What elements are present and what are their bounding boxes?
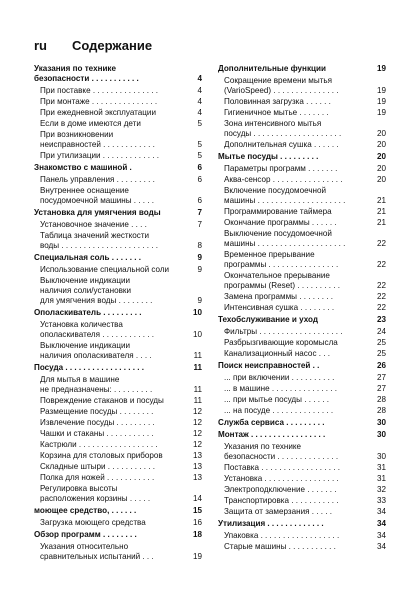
page-header [34,38,152,58]
toc-section[interactable] [218,64,386,74]
toc-entry[interactable] [218,542,386,552]
toc-entry-title: Выключение индикации наличия ополаскивателя . . . . [40,341,152,360]
toc-page-number: 19 [376,86,386,95]
toc-entry[interactable] [34,484,202,504]
toc-entry-title: Повреждение стаканов и посуды [40,396,164,405]
page-title: Содержание [72,38,153,53]
toc-entry[interactable] [34,440,202,450]
toc-entry[interactable] [218,496,386,506]
toc-page-number: 20 [376,140,386,149]
toc-section[interactable] [218,361,386,371]
toc-page-number: 12 [192,418,202,427]
toc-entry-title: Служба сервиса . . . . . . . . . [218,418,325,427]
toc-entry-title: Если в доме имеются дети [40,119,141,128]
toc-entry[interactable] [34,220,202,230]
toc-section[interactable] [218,315,386,325]
toc-entry[interactable] [218,250,386,270]
toc-entry-title: Обзор программ . . . . . . . . [34,530,137,539]
toc-entry-title: Кастрюли . . . . . . . . . . . . . . . . . . [40,440,158,449]
toc-page-number: 31 [376,474,386,483]
toc-page-number: 22 [376,260,386,269]
toc-entry[interactable] [34,186,202,206]
toc-section[interactable] [34,530,202,540]
toc-entry-title: Указания относительно сравнительных испытаний . . . [40,542,154,561]
toc-entry-title: Защита от замерзания . . . . . [224,507,332,516]
toc-entry-title: Поиск неисправностей . . [218,361,320,370]
toc-entry-title: Посуда . . . . . . . . . . . . . . . . . . [34,363,145,372]
toc-page-number: 13 [192,462,202,471]
toc-page-number: 13 [192,451,202,460]
toc-entry[interactable] [34,396,202,406]
toc-entry[interactable] [34,265,202,275]
toc-entry-title: Использование специальной соли [40,265,170,274]
toc-column-left [34,62,202,562]
toc-section[interactable] [218,519,386,529]
toc-section[interactable] [34,208,202,218]
toc-entry-title: ... в машине . . . . . . . . . . . . . . . [224,384,338,393]
toc-entry-title: Полка для ножей . . . . . . . . . . . [40,473,155,482]
toc-entry[interactable] [218,164,386,174]
toc-entry-title: Установка количества ополаскивателя . . . . . . . . . . . . [40,320,154,339]
toc-page-number: 9 [197,296,202,305]
toc-entry-title: Упаковка . . . . . . . . . . . . . . . . . . [224,531,340,540]
toc-entry-title: Параметры программ . . . . . . . [224,164,338,173]
toc-page-number: 24 [376,327,386,336]
toc-entry-title: Установочное значение . . . . [40,220,147,229]
toc-page-number: 34 [376,542,386,551]
toc-entry-title: Таблица значений жесткости воды . . . . . . . . . . . . . . . . . . . . . . [40,231,159,250]
toc-entry-title: Программирование таймера [224,207,332,216]
toc-page-number: 14 [192,494,202,503]
toc-page-number: 4 [197,108,202,117]
toc-page-number: 20 [376,164,386,173]
toc-entry-title: Монтаж . . . . . . . . . . . . . . . . . [218,430,326,439]
toc-entry-title: Ополаскиватель . . . . . . . . . [34,308,142,317]
toc-page-number: 13 [192,473,202,482]
toc-entry[interactable] [218,384,386,394]
toc-entry[interactable] [218,406,386,416]
toc-entry[interactable] [34,429,202,439]
toc-entry-title: Установка . . . . . . . . . . . . . . . . . [224,474,339,483]
toc-entry[interactable] [34,462,202,472]
toc-page-number: 27 [376,384,386,393]
toc-entry[interactable] [218,175,386,185]
toc-entry-title: Старые машины . . . . . . . . . . . [224,542,336,551]
toc-section[interactable] [218,418,386,428]
toc-page-number: 12 [192,407,202,416]
toc-entry-title: Загрузка моющего средства [40,518,146,527]
toc-page-number: 23 [376,315,386,324]
toc-entry[interactable] [34,375,202,395]
toc-section[interactable] [34,253,202,263]
toc-entry[interactable] [34,151,202,161]
toc-entry-title: Выключение индикации наличия соли/установки для умягчения воды . . . . . . . . [40,276,153,305]
toc-entry-title: Регулировка высоты расположения корзины . . . . . [40,484,151,503]
toc-page-number: 6 [197,175,202,184]
toc-entry[interactable] [34,86,202,96]
toc-entry[interactable] [34,108,202,118]
toc-page-number: 8 [197,241,202,250]
toc-entry[interactable] [34,119,202,129]
toc-page-number: 4 [197,86,202,95]
toc-entry[interactable] [218,76,386,96]
toc-entry[interactable] [218,207,386,217]
toc-entry-title: Указания по технике безопасности . . . . . . . . . . . [34,64,139,83]
toc-page-number: 26 [376,361,386,370]
toc-entry[interactable] [218,186,386,206]
toc-entry-title: Знакомство с машиной . [34,163,132,172]
toc-section[interactable] [34,506,202,516]
toc-section[interactable] [218,152,386,162]
toc-entry[interactable] [218,119,386,139]
toc-page-number: 19 [376,64,386,73]
toc-entry-title: Фильтры . . . . . . . . . . . . . . . . . . . [224,327,343,336]
toc-entry-title: Складные штыри . . . . . . . . . . . [40,462,155,471]
toc-entry[interactable] [34,473,202,483]
toc-page-number: 28 [376,406,386,415]
toc-page-number: 21 [376,207,386,216]
toc-entry[interactable] [34,97,202,107]
toc-page-number: 19 [192,552,202,561]
toc-entry-title: Чашки и стаканы . . . . . . . . . . . [40,429,154,438]
toc-page-number: 10 [192,330,202,339]
toc-page-number: 25 [376,338,386,347]
toc-entry-title: Окончательное прерывание программы (Reset) . . . . . . . . . . [224,271,341,290]
toc-entry-title: Утилизация . . . . . . . . . . . . . [218,519,324,528]
toc-entry[interactable] [34,418,202,428]
toc-entry[interactable] [34,341,202,361]
toc-entry-title: Замена программы . . . . . . . . [224,292,333,301]
toc-page-number: 11 [193,396,202,405]
toc-page-number: 6 [197,163,202,172]
toc-entry[interactable] [218,485,386,495]
toc-entry-title: ... при мытье посуды . . . . . . [224,395,329,404]
toc-section[interactable] [34,64,202,84]
toc-entry[interactable] [218,271,386,291]
toc-entry-title: Временное прерывание программы . . . . . . . . . . . . . . . . [224,250,339,269]
toc-entry-title: Зона интенсивного мытья посуды . . . . . . . . . . . . . . . . . . . . [224,119,342,138]
toc-entry[interactable] [218,463,386,473]
toc-entry-title: Указания по технике безопасности . . . . . . . . . . . . . . [224,442,339,461]
toc-entry-title: Дополнительные функции [218,64,326,73]
toc-page-number: 9 [197,265,202,274]
toc-page-number: 10 [192,308,202,317]
toc-entry-title: ... при включении . . . . . . . . . . [224,373,335,382]
toc-entry[interactable] [218,349,386,359]
toc-entry[interactable] [218,140,386,150]
toc-entry[interactable] [218,292,386,302]
toc-entry[interactable] [34,542,202,562]
toc-entry-title: Мытье посуды . . . . . . . . . [218,152,319,161]
toc-page-number: 11 [193,385,202,394]
toc-entry-title: Транспортировка . . . . . . . . . . . [224,496,339,505]
toc-entry-title: ... на посуде . . . . . . . . . . . . . . [224,406,334,415]
toc-entry-title: Разбрызгивающие коромысла [224,338,338,347]
toc-entry-title: Поставка . . . . . . . . . . . . . . . . . . [224,463,340,472]
toc-page-number: 22 [376,239,386,248]
toc-page-number: 12 [192,429,202,438]
toc-entry-title: Специальная соль . . . . . . . [34,253,142,262]
toc-entry-title: моющее средство, . . . . . . [34,506,137,515]
toc-page-number: 7 [197,208,202,217]
toc-entry[interactable] [34,276,202,306]
toc-entry-title: Канализационный насос . . . [224,349,330,358]
toc-entry[interactable] [34,175,202,185]
toc-page-number: 5 [197,119,202,128]
toc-page-number: 21 [376,196,386,205]
toc-entry[interactable] [34,407,202,417]
toc-entry[interactable] [218,303,386,313]
toc-page-number: 34 [376,519,386,528]
toc-entry-title: Выключение посудомоечной машины . . . . . . . . . . . . . . . . . . . . [224,229,346,248]
toc-page-number: 34 [376,531,386,540]
toc-entry-title: Аква-сенсор . . . . . . . . . . . . . . . . [224,175,343,184]
toc-page-number: 31 [376,463,386,472]
toc-entry[interactable] [218,327,386,337]
toc-entry-title: Гигиеничное мытье . . . . . . . [224,108,329,117]
toc-entry-title: Интенсивная сушка . . . . . . . . [224,303,335,312]
toc-entry-title: При монтаже . . . . . . . . . . . . . . . [40,97,158,106]
toc-page-number: 15 [192,506,202,515]
toc-entry-title: Половинная загрузка . . . . . . [224,97,331,106]
toc-entry-title: Дополнительная сушка . . . . . . [224,140,339,149]
toc-page-number: 4 [197,74,202,83]
toc-entry-title: Сокращение времени мытья (VarioSpeed) . . . . . . . . . . . . . . . [224,76,339,95]
toc-page-number: 11 [193,351,202,360]
toc-entry-title: Включение посудомоечной машины . . . . . . . . . . . . . . . . . . . . [224,186,346,205]
toc-entry[interactable] [218,507,386,517]
toc-entry[interactable] [218,474,386,484]
toc-page-number: 28 [376,395,386,404]
toc-entry[interactable] [218,373,386,383]
toc-entry[interactable] [218,395,386,405]
toc-entry[interactable] [34,320,202,340]
toc-page-number: 22 [376,281,386,290]
toc-page-number: 30 [376,418,386,427]
toc-entry-title: Установка для умягчения воды [34,208,161,217]
toc-entry[interactable] [34,451,202,461]
toc-page-number: 9 [197,253,202,262]
toc-entry-title: При возникновении неисправностей . . . . . . . . . . . . [40,130,155,149]
toc-entry-title: Техобслуживание и уход [218,315,319,324]
toc-entry-title: Размещение посуды . . . . . . . . [40,407,154,416]
toc-page-number: 27 [376,373,386,382]
toc-entry-title: Окончание программы . . . . . . [224,218,337,227]
toc-page-number: 30 [376,430,386,439]
toc-page-number: 22 [376,292,386,301]
toc-page-number: 16 [192,518,202,527]
toc-entry[interactable] [34,518,202,528]
toc-page-number: 18 [192,530,202,539]
toc-column-right [218,62,386,552]
toc-page-number: 5 [197,140,202,149]
toc-page-number: 4 [197,97,202,106]
toc-section[interactable] [34,363,202,373]
toc-entry-title: При ежедневной эксплуатации [40,108,156,117]
toc-entry[interactable] [218,97,386,107]
toc-entry-title: Для мытья в машине не предназначены: . . . . . . . . . [40,375,153,394]
toc-page-number: 33 [376,496,386,505]
toc-page-number: 34 [376,507,386,516]
toc-page-number: 12 [192,440,202,449]
toc-entry[interactable] [218,218,386,228]
toc-entry[interactable] [34,130,202,150]
toc-entry[interactable] [218,108,386,118]
toc-entry-title: При утилизации . . . . . . . . . . . . . [40,151,159,160]
toc-entry[interactable] [218,531,386,541]
toc-entry-title: При поставке . . . . . . . . . . . . . . . [40,86,159,95]
toc-entry[interactable] [34,231,202,251]
toc-entry[interactable] [218,229,386,249]
toc-entry-title: Электроподключение . . . . . . . [224,485,337,494]
toc-page-number: 30 [376,452,386,461]
toc-page-number: 20 [376,129,386,138]
toc-section[interactable] [34,163,202,173]
toc-page-number: 20 [376,175,386,184]
toc-entry-title: Панель управления . . . . . . . . . [40,175,155,184]
toc-page-number: 19 [376,108,386,117]
toc-page-number: 7 [197,220,202,229]
toc-section[interactable] [218,430,386,440]
toc-page-number: 21 [376,218,386,227]
toc-entry-title: Корзина для столовых приборов [40,451,163,460]
toc-page-number: 6 [197,196,202,205]
language-code: ru [34,38,47,53]
toc-entry-title: Внутреннее оснащение посудомоечной машины . . . . . [40,186,155,205]
toc-page-number: 25 [376,349,386,358]
toc-entry-title: Извлечение посуды . . . . . . . . . [40,418,155,427]
toc-section[interactable] [34,308,202,318]
toc-page-number: 5 [197,151,202,160]
toc-page-number: 19 [376,97,386,106]
toc-page-number: 32 [376,485,386,494]
toc-page-number: 22 [376,303,386,312]
toc-page-number: 11 [193,363,202,372]
toc-page-number: 20 [376,152,386,161]
toc-entry[interactable] [218,338,386,348]
toc-entry[interactable] [218,442,386,462]
